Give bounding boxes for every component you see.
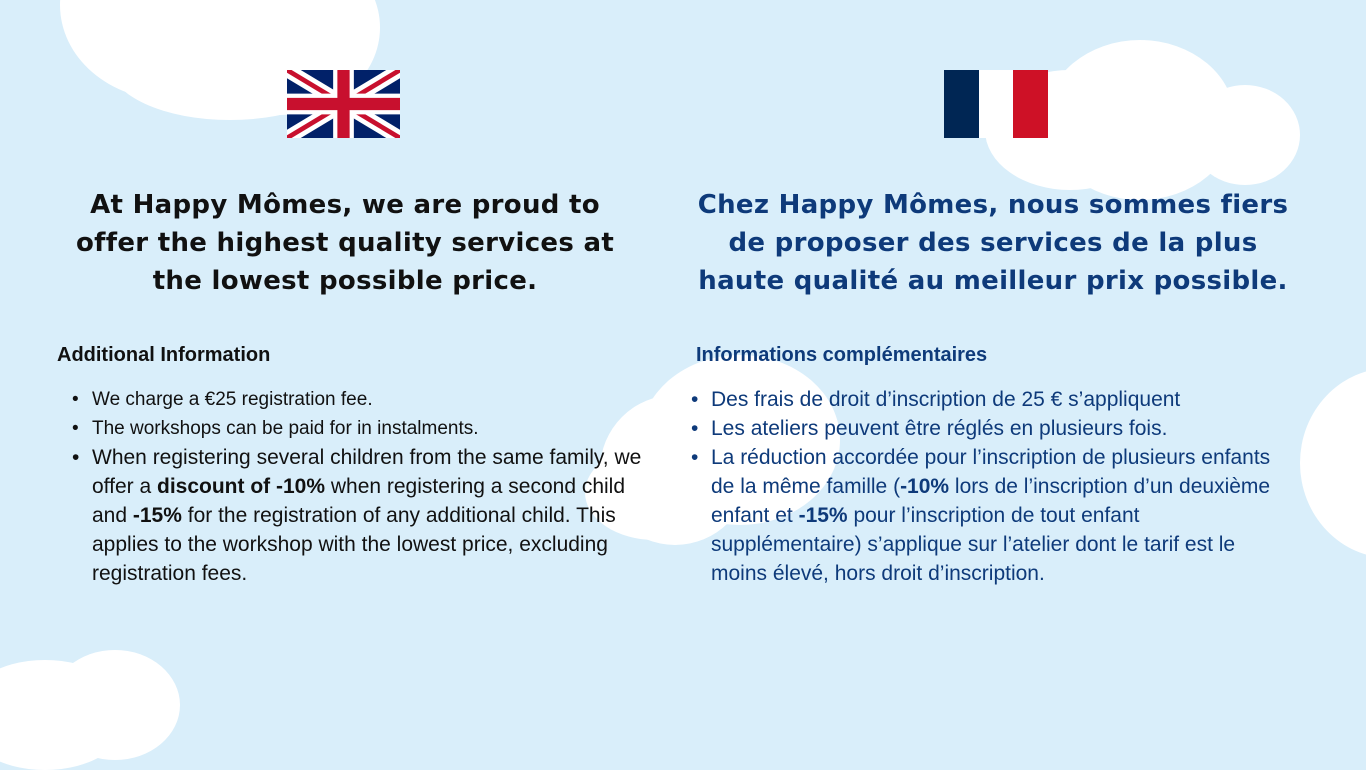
french-info-list [691, 385, 1286, 588]
french-discount-10: -10% [900, 475, 950, 498]
french-section-title: Informations complémentaires [696, 344, 988, 366]
french-bullet-1: Des frais de droit d’inscription de 25 € s’appliquent [711, 388, 1181, 411]
english-section [0, 0, 683, 708]
english-info-list [72, 385, 642, 588]
bullet-icon: • [72, 418, 79, 439]
flag-band-red [1013, 70, 1048, 138]
list-item [72, 385, 642, 414]
flag-band-white [979, 70, 1014, 138]
french-discount-15: -15% [798, 504, 848, 527]
english-headline: At Happy Mômes, we are proud to offer the highest quality services at the lowest possible price. [75, 190, 615, 296]
french-bullet-2: Les ateliers peuvent être réglés en plusieurs fois. [711, 417, 1168, 440]
list-item [72, 443, 642, 588]
bullet-icon: • [72, 389, 79, 410]
english-discount-15: -15% [132, 504, 182, 527]
uk-flag-icon [287, 70, 400, 138]
french-headline: Chez Happy Mômes, nous sommes fiers de proposer des services de la plus haute qualité au meilleur prix possible. [697, 190, 1289, 296]
list-item [691, 443, 1286, 588]
french-section [683, 0, 1366, 708]
bullet-icon: • [691, 388, 699, 411]
bullet-icon: • [691, 417, 699, 440]
flag-band-blue [944, 70, 979, 138]
french-bullet-3-text: pour l’inscription de tout enfant supplémentaire) s’applique sur l’atelier dont le tarif est le moins élevé, hors droit d’inscription. [711, 504, 1236, 585]
bullet-icon: • [72, 446, 80, 469]
english-bullet-1: We charge a €25 registration fee. [92, 389, 373, 410]
english-bullet-2: The workshops can be paid for in instalments. [92, 418, 479, 439]
english-bullet-3-text: When registering several children from the same family, we offer a [92, 446, 642, 498]
list-item [691, 414, 1286, 443]
english-bullet-3-text: for the registration of any additional child. This applies to the workshop with the lowest price, excluding registration fees. [92, 504, 616, 585]
english-discount-10: discount of -10% [157, 475, 326, 498]
french-bullet-3-text: La réduction accordée pour l’inscription de plusieurs enfants de la même famille ( [711, 446, 1271, 498]
french-bullet-3-text: lors de l’inscription d’un deuxième enfant et [711, 475, 1271, 527]
bullet-icon: • [691, 446, 699, 469]
list-item [72, 414, 642, 443]
english-section-title: Additional Information [57, 344, 271, 366]
france-flag-icon [944, 70, 1048, 138]
english-bullet-3-text: when registering a second child and [92, 475, 626, 527]
list-item [691, 385, 1286, 414]
